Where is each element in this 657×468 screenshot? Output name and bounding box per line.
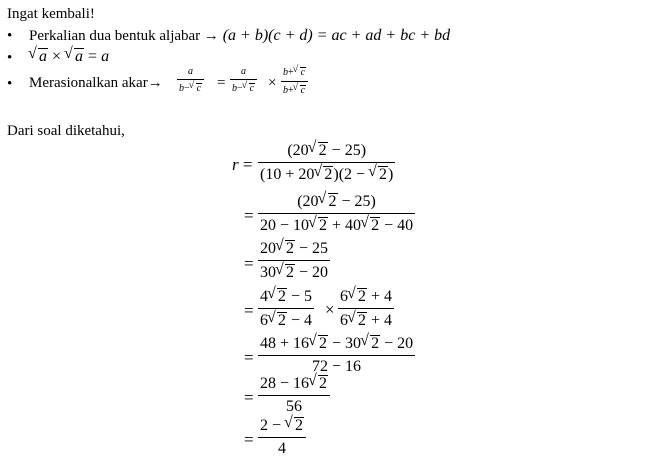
bullet-marker: •: [7, 28, 13, 44]
step-2-lhs: =: [244, 206, 254, 225]
step-4-frac-a: 4√ 2 − 5 6√ 2 − 4: [258, 288, 314, 330]
bullet-3-label: Merasionalkan akar→: [29, 75, 163, 91]
bullet-1-formula: (a + b)(c + d) = ac + ad + bc + bd: [222, 27, 451, 44]
bullet-marker: •: [7, 50, 13, 66]
intro-text: Dari soal diketahui,: [7, 123, 125, 139]
step-6-frac: 28 − 16√ 2 56: [258, 375, 330, 415]
step-2-frac: (20√ 2 − 25) 20 − 10√ 2 + 40√ 2 − 40: [258, 193, 415, 235]
bullet-1: [29, 28, 450, 44]
step-3-lhs: =: [244, 254, 254, 273]
bullet-3-frac-3: b+√ c b+√ c: [281, 67, 308, 96]
step-1-lhs: r =: [232, 155, 253, 174]
step-3-frac: 20√ 2 − 25 30√ 2 − 20: [258, 240, 330, 282]
bullet-3-frac-1: a b−√ c: [177, 67, 204, 95]
step-6-lhs: =: [244, 388, 254, 407]
step-7-lhs: =: [244, 430, 254, 449]
step-4-lhs: =: [244, 301, 254, 320]
bullet-3-frac-2: a b−√ c: [230, 67, 257, 95]
bullet-marker: •: [7, 76, 13, 92]
bullet-1-label: Perkalian dua bentuk aljabar →: [29, 28, 219, 44]
heading: Ingat kembali!: [7, 6, 95, 22]
step-5-lhs: =: [244, 348, 254, 367]
bullet-2-formula: √ a × √ a = a: [29, 48, 109, 66]
step-4-frac-b: 6√ 2 + 4 6√ 2 + 4: [338, 288, 394, 330]
step-1-frac: (20√ 2 − 25) (10 + 20√ 2)(2 − √ 2): [258, 142, 395, 184]
step-5-frac: 48 + 16√ 2 − 30√ 2 − 20 72 − 16: [258, 335, 415, 375]
step-7-frac: 2 − √ 2 4: [258, 417, 306, 457]
